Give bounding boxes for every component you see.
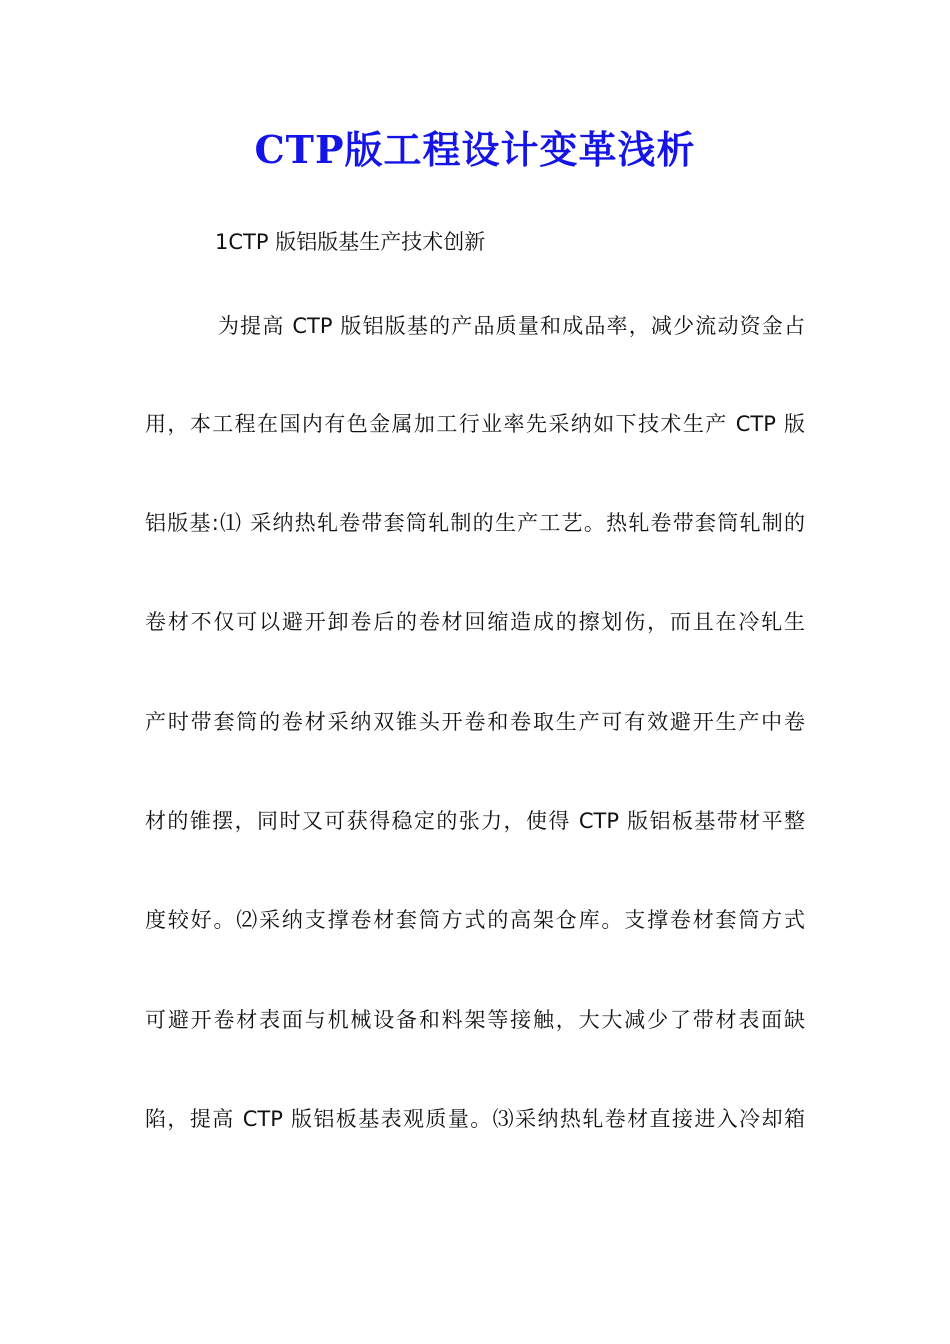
paragraph-line: 卷材不仅可以避开卸卷后的卷材回缩造成的擦划伤，而且在冷轧生 bbox=[145, 610, 805, 634]
paragraph-line: 度较好。⑵采纳支撑卷材套筒方式的高架仓库。支撑卷材套筒方式 bbox=[145, 908, 805, 932]
paragraph-line: 用，本工程在国内有色金属加工行业率先采纳如下技术生产 CTP 版 bbox=[145, 412, 805, 436]
paragraph-line: 铝版基:⑴ 采纳热轧卷带套筒轧制的生产工艺。热轧卷带套筒轧制的 bbox=[145, 511, 805, 535]
paragraph-line: 材的锥摆，同时又可获得稳定的张力，使得 CTP 版铝板基带材平整 bbox=[145, 809, 805, 833]
section-heading: 1CTP 版铝版基生产技术创新 bbox=[215, 230, 486, 254]
paragraph-line: 陷，提高 CTP 版铝板基表观质量。⑶采纳热轧卷材直接进入冷却箱 bbox=[145, 1107, 805, 1131]
document-title: CTP版工程设计变革浅析 bbox=[254, 127, 696, 172]
paragraph-line: 产时带套筒的卷材采纳双锥头开卷和卷取生产可有效避开生产中卷 bbox=[145, 710, 805, 734]
paragraph-line: 可避开卷材表面与机械设备和料架等接触，大大减少了带材表面缺 bbox=[145, 1008, 805, 1032]
paragraph-line: 为提高 CTP 版铝版基的产品质量和成品率，减少流动资金占 bbox=[218, 314, 805, 338]
